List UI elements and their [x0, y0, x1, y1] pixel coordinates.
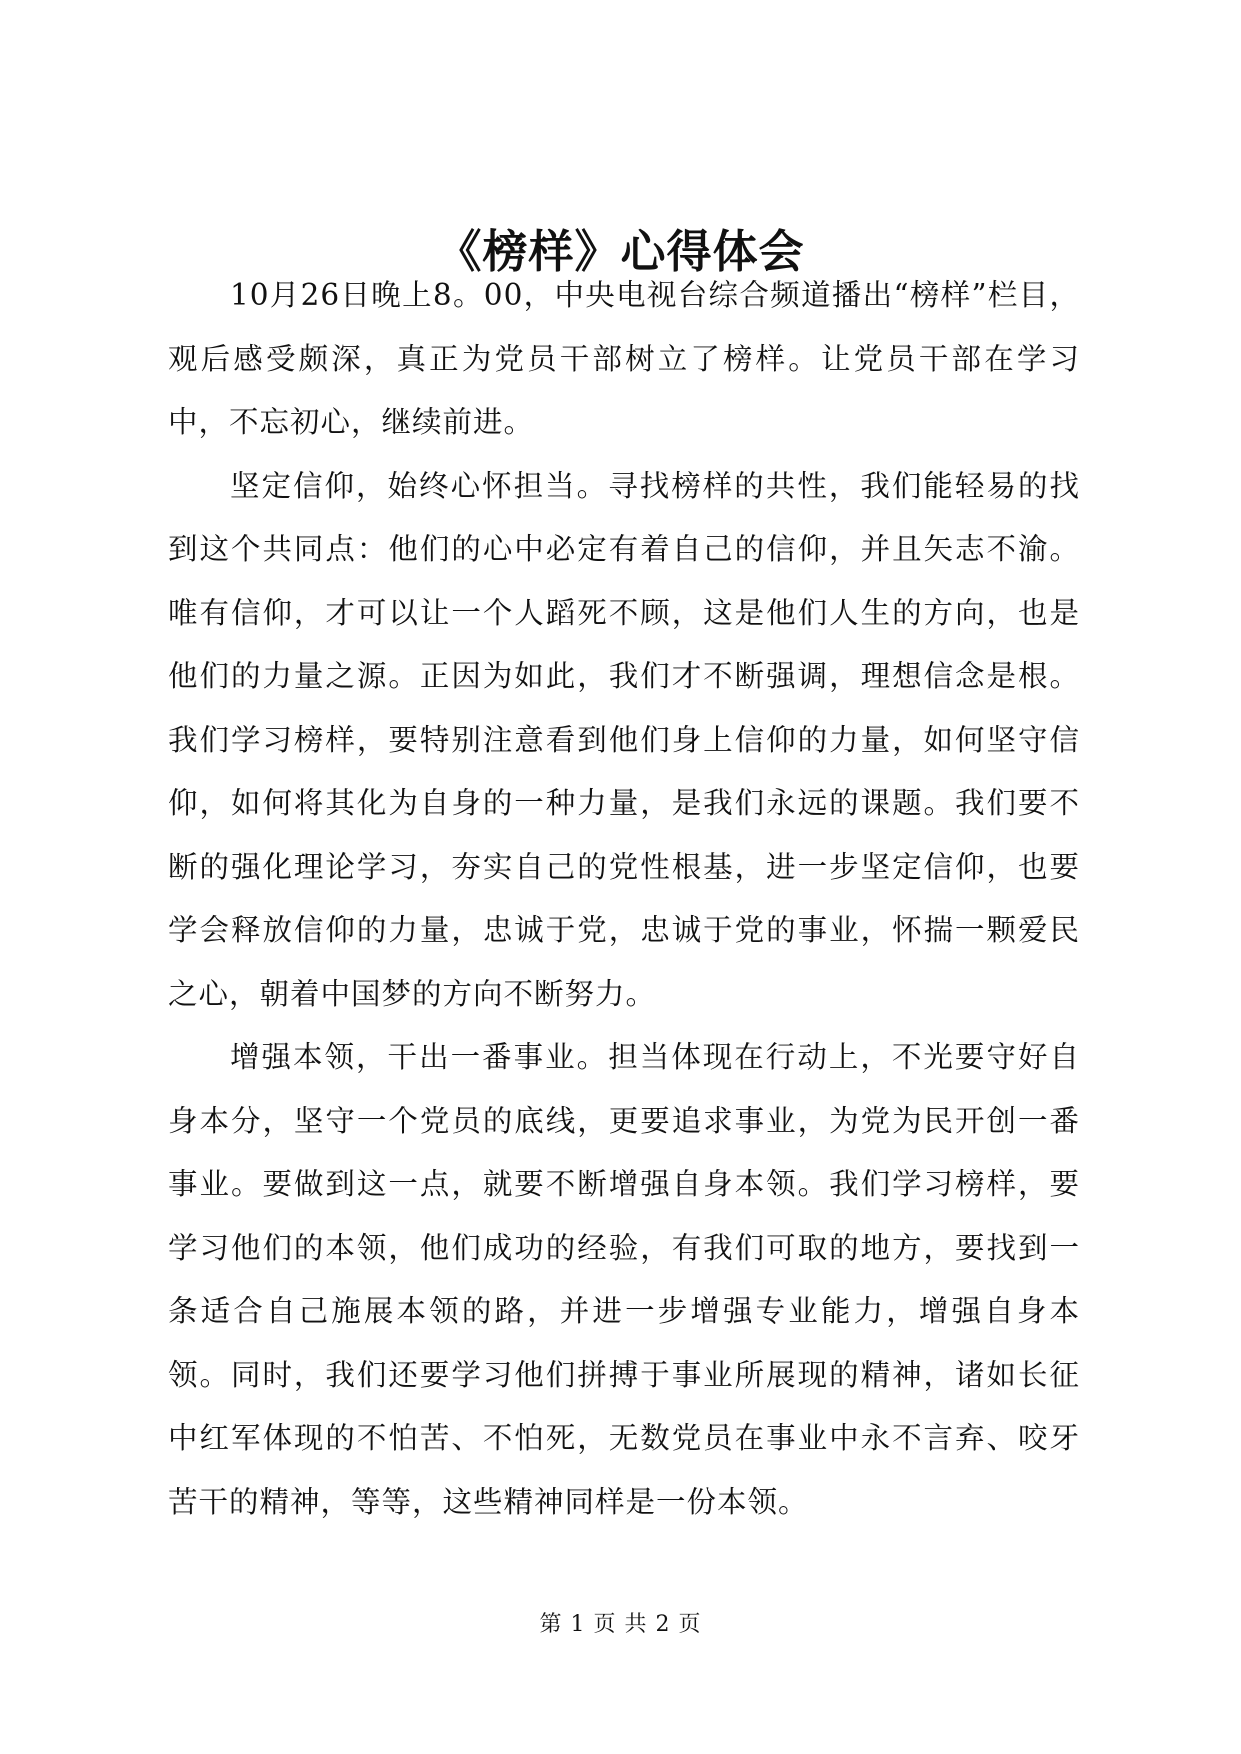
paragraph-faith: 坚定信仰，始终心怀担当。寻找榜样的共性，我们能轻易的找到这个共同点：他们的心中必定有着自己的信仰，并且矢志不渝。唯有信仰，才可以让一个人蹈死不顾，这是他们人生的方向，也是他们的力量之源。正因为如此，我们才不断强调，理想信念是根。我们学习榜样，要特别注意看到他们身上信仰的力量，如何坚守信仰，如何将其化为自身的一种力量，是我们永远的课题。我们要不断的强化理论学习，夯实自己的党性根基，进一步坚定信仰，也要学会释放信仰的力量，忠诚于党，忠诚于党的事业，怀揣一颗爱民之心，朝着中国梦的方向不断努力。: [168, 468, 1080, 1011]
page-title: 《榜样》心得体会: [436, 225, 805, 278]
page-number-footer: 第 1 页 共 2 页: [539, 1612, 702, 1637]
document-body: [168, 264, 1080, 1534]
paragraph-skills: 增强本领，干出一番事业。担当体现在行动上，不光要守好自身本分，坚守一个党员的底线，更要追求事业，为党为民开创一番事业。要做到这一点，就要不断增强自身本领。我们学习榜样，要学习他们的本领，他们成功的经验，有我们可取的地方，要找到一条适合自己施展本领的路，并进一步增强专业能力，增强自身本领。同时，我们还要学习他们拼搏于事业所展现的精神，诸如长征中红军体现的不怕苦、不怕死，无数党员在事业中永不言弃、咬牙苦干的精神，等等，这些精神同样是一份本领。: [168, 1040, 1080, 1519]
paragraph-intro: 10月26日晚上8。00，中央电视台综合频道播出“榜样”栏目，观后感受颇深，真正为党员干部树立了榜样。让党员干部在学习中，不忘初心，继续前进。: [168, 278, 1080, 439]
